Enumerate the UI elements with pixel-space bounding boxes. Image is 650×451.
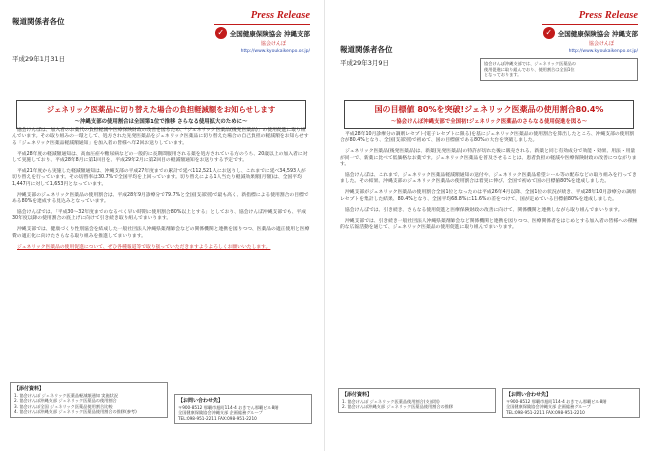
headline-box [344, 100, 634, 129]
addressee: 報道関係者各位 [340, 45, 393, 54]
contact-title: 【お問い合わせ先】 [178, 398, 224, 404]
contact-line: TEL:098-951-2211 FAX:098-951-2210 [178, 415, 257, 421]
org-logo-row [215, 27, 310, 39]
paragraph: 協会けんぽは、これまで、ジェネリック医薬品軽減額通知の送付や、ジェネリック医薬品希望シール等の配布などの取り組みを行ってきました。その結果、沖縄支部のジェネリック医薬品の使用割合は着実に伸び、全国で初めて国の目標値80%を達成しました。 [340, 173, 637, 185]
org-url-link[interactable]: http://www.kyoukaikenpo.or.jp/ [240, 49, 310, 54]
left-document-page [2, 4, 320, 447]
contact-line: 全国健康保険協会沖縄支部 企画総務グループ [506, 404, 591, 410]
contact-title: 【お問い合わせ先】 [506, 392, 552, 398]
org-url-link[interactable]: http://www.kyoukaikenpo.or.jp/ [568, 49, 638, 54]
release-date: 平成29年1月31日 [12, 55, 66, 63]
enclosure-item: 2. 協会けんぽ沖縄支部 ジェネリック医薬品使用割合の推移 [342, 404, 454, 410]
press-release-label: Press Release [578, 10, 638, 21]
enclosures-box [338, 388, 496, 413]
paragraph: ジェネリック医薬品(後発医薬品)は、新薬(先発医薬品)の特許が切れた後に販売される、新薬と同じ有効成分で効能・効果、用法・用量が同一で、新薬に比べて低価格なお薬です。ジェネリック医薬品を普及させることは、患者負担の軽減や医療保険財政の改善につながります。 [340, 149, 637, 168]
enclosures-title: 【添付資料】 [14, 386, 45, 392]
release-date: 平成29年3月9日 [340, 59, 390, 67]
enclosure-item: 1. 協会けんぽ ジェネリック医薬品軽減額通知 実施状況 [14, 393, 119, 398]
paragraph: 沖縄支部のジェネリック医薬品の使用割合は、平成28年9月診療分で79.7%と全国(支部別)で最も高く、新指標による使用割合の目標である80%を達成する見込みとなっています。 [12, 192, 309, 205]
contact-line: TEL:098-951-2211 FAX:098-951-2210 [506, 409, 585, 415]
org-subname: 協会けんぽ [260, 41, 286, 47]
paragraph: 平成28年10月診療分の調剤レセプト(電子レセプトに限る)を基にジェネリック医薬品の使用割合を算出したところ、沖縄支部の使用割合が80.4%となり、全国(支部別)で初めて、国の目標値である80%の大台を突破しました。 [340, 132, 635, 144]
paragraph: 沖縄支部では、引き続き一般社団法人沖縄県薬剤師会など関係機関と連携を図りつつ、医療関係者をはじめとする加入者の皆様への積極的な広報活動を通じて、ジェネリック医薬品の使用促進に取り組んでまいります。 [340, 218, 638, 230]
contact-line: 〒900-8512 那覇市旭町114-4 おきでん那覇ビル8階 [178, 405, 279, 410]
highlighted-request: ジェネリック医薬品の使用促進について、ぜひ各種報道等で取り扱っていただきますようよろしくお願いいたします。 [17, 244, 271, 250]
contact-line: 〒900-8512 那覇市旭町114-4 おきでん那覇ビル8階 [506, 399, 607, 404]
org-logo-icon: ✓ [543, 27, 555, 39]
enclosures-title: 【添付資料】 [342, 392, 373, 398]
body-text [12, 128, 310, 256]
press-release-label: Press Release [250, 10, 310, 21]
paragraph: 沖縄支部がジェネリック医薬品の使用割合全国1位となったのは平成26年4月以降、全国1位の状況が続き、平成28年10月診療分の調剤レセプトを集計した結果、80.4%となり、全国平均68.8%に11.6%の差をつけて、国が定めている目標値80%を達成しました。 [340, 190, 636, 202]
notice-line: 協会けんぽ沖縄支部では、ジェネリック医薬品の [484, 61, 576, 66]
notice-line: となっております。 [484, 72, 522, 77]
contact-line: 全国健康保険協会沖縄支部 企画総務グループ [178, 410, 263, 416]
headline: ジェネリック医薬品に切り替えた場合の負担軽減額をお知らせします [46, 105, 276, 114]
enclosure-item: 4. 協会けんぽ沖縄支部 ジェネリック医薬品使用割合の推移(参考) [14, 409, 137, 415]
paragraph: 協会けんぽでは、引き続き、さらなる使用促進と医療保険財政の改善に向けて、関係機関と連携しながら取り組んでまいります。 [345, 207, 623, 213]
page-separator [324, 0, 325, 451]
addressee: 報道関係者各位 [12, 17, 65, 26]
subheadline: ～協会けんぽ沖縄支部で全国初!ジェネリック医薬品のさらなる使用促進を図る～ [390, 119, 588, 125]
org-logo-icon: ✓ [215, 27, 227, 39]
notice-box [480, 58, 638, 81]
paragraph: 協会けんぽでは、「平成30〜32年度までのなるべく早い時期に使用割合80%以上とする」としており、協会けんぽ沖縄支部でも、平成30年度以降の使用割合の底上げに向けて引き続き取り組んでまいります。 [12, 210, 307, 222]
paragraph: 協会けんぽは、加入者のお薬代の負担軽減や医療保険財政の改善を図るため、「ジェネリック医薬品(後発医薬品)」の使用促進に取り組んでいます。その取り組みの一環として、処方された先発医薬品をジェネリック医薬品に切り替えた場合の自己負担の軽減額をお知らせする「ジェネリック医薬品軽減額通知」を加入者の皆様へ年2回お送りしています。 [12, 128, 309, 146]
org-name: 全国健康保険協会 沖縄支部 [229, 29, 310, 38]
body-text [340, 132, 638, 236]
paragraph: 平成28年度の軽減額通知は、高血圧症や糖尿病などの一般的に長期間服用される薬を処方されている方のうち、20歳以上の加入者に対して実施しており、平成28年8月に第1回目を、平成29年2月に第2回目の軽減額通知をお送りする予定です。 [12, 151, 308, 164]
contact-box [174, 394, 312, 424]
press-underline [542, 24, 638, 25]
org-name: 全国健康保険協会 沖縄支部 [557, 29, 638, 38]
notice-line: 使用促進に取り組んでおり、使用割合は全国1位 [484, 66, 575, 72]
paragraph: 平成21年度から実施した軽減額通知は、沖縄支部の平成27年度までの累計で延べ112,521人にお送りし、これまでに延べ34,593人が切り替えを行っています。その切替率は30.7%で全国平均を上回っています。切り替えによる1人当たり軽減効果額(月額)は、全国平均1,447円に対して1,653円となっています。 [12, 169, 306, 187]
enclosures-box [10, 382, 168, 418]
contact-box [502, 388, 640, 418]
headline: 国の目標値 80%を突破!ジェネリック医薬品の使用割合80.4% [374, 105, 604, 114]
enclosure-item: 1. 協会けんぽ ジェネリック医薬品使用割合(支部別) [342, 399, 440, 404]
headline-box [16, 100, 306, 129]
right-document-page [330, 4, 648, 447]
enclosure-item: 2. 協会けんぽ沖縄支部 ジェネリック医薬品の使用割合 [14, 398, 117, 404]
paragraph: 沖縄支部では、健康づくり性別協会を結成した一般社団法人沖縄県薬剤師会などの関係機関と連携を図りつつ、医薬品の適正使用と医療費の適正化に向けたさらなる取り組みを推進してまいります。 [12, 227, 310, 239]
enclosure-item: 3. 協会けんぽ全国 ジェネリック医薬品使用割合比較 [14, 403, 113, 409]
org-logo-row [543, 27, 638, 39]
org-subname: 協会けんぽ [588, 41, 614, 47]
subheadline: ～沖縄支部の使用割合は全国第1位で推移 さらなる使用拡大のために～ [74, 119, 248, 125]
press-underline [214, 24, 310, 25]
